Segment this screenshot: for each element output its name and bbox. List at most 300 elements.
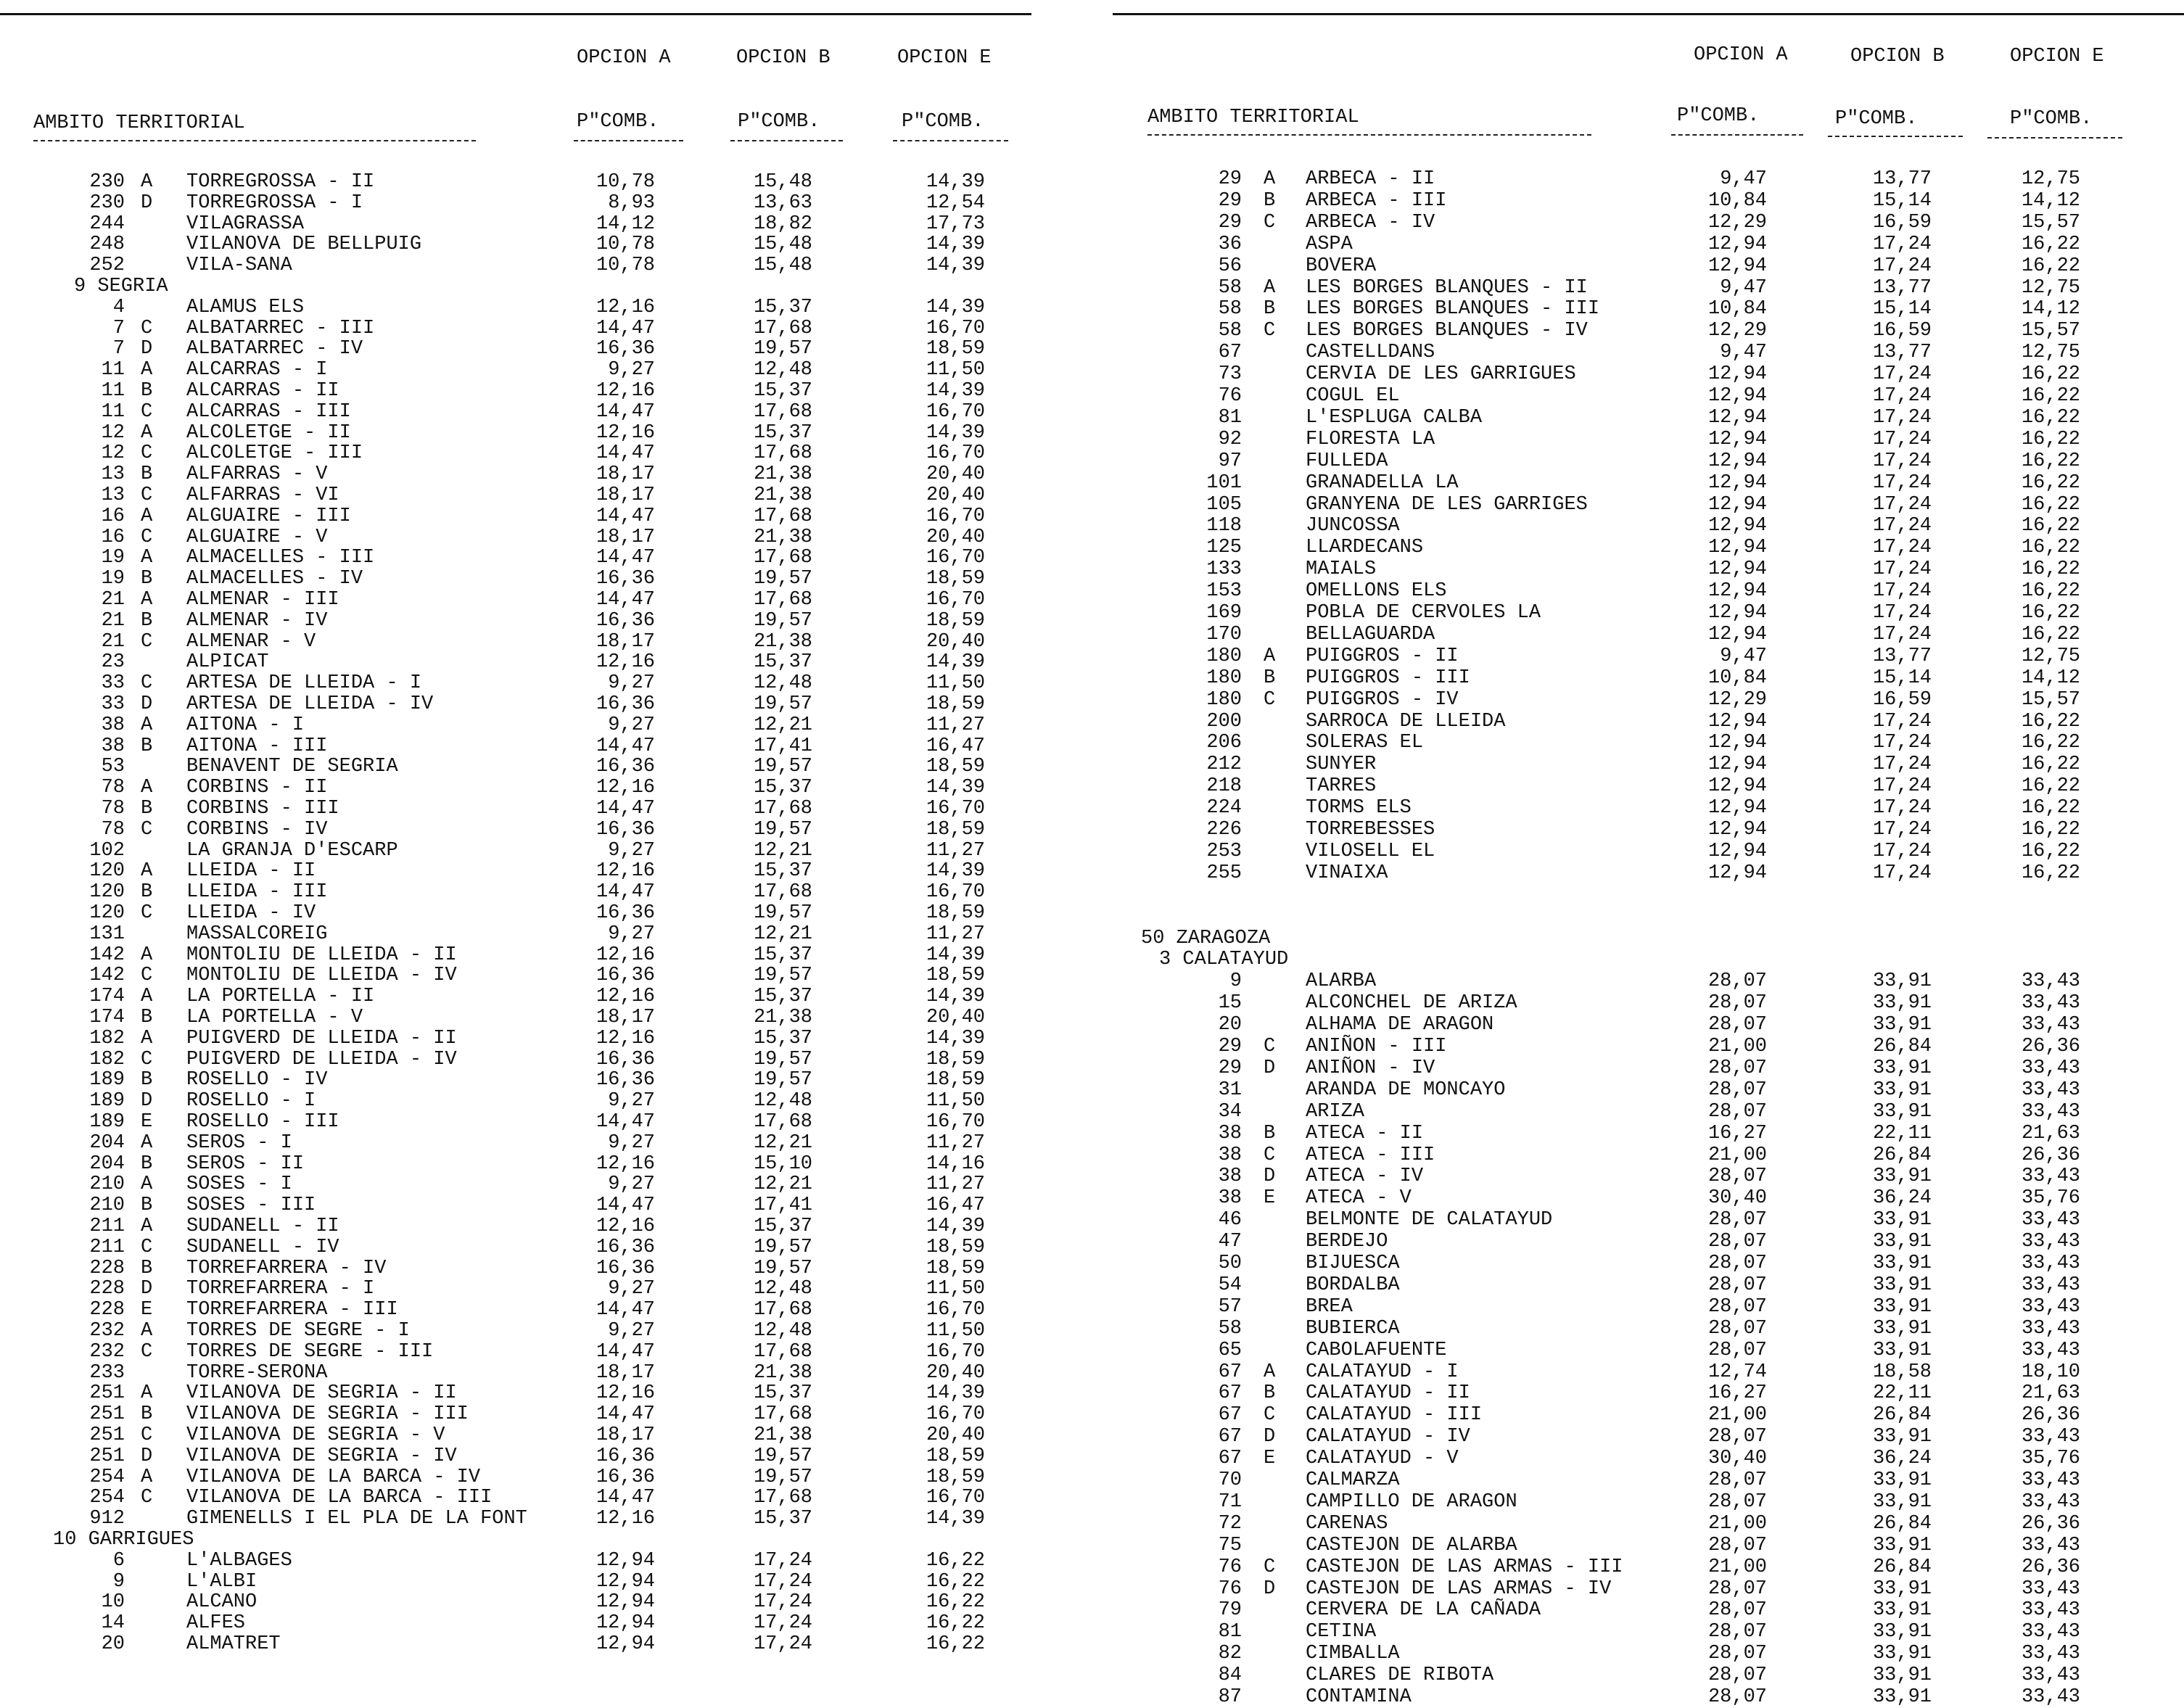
municipality-name: L'ESPLUGA CALBA — [1306, 406, 1483, 429]
value-opcion-b: 17,24 — [1872, 471, 1932, 494]
value-opcion-e: 26,36 — [2021, 1512, 2080, 1535]
header-divider — [1828, 136, 1963, 137]
value-opcion-b: 36,24 — [1872, 1448, 1932, 1470]
value-opcion-e: 21,63 — [2021, 1382, 2080, 1405]
value-opcion-a: 8,93 — [608, 191, 655, 214]
value-opcion-e: 16,22 — [926, 1633, 985, 1655]
municipality-code: 21 — [101, 609, 125, 632]
municipality-code: 92 — [1218, 428, 1242, 450]
value-opcion-b: 15,37 — [753, 1027, 812, 1049]
municipality-code: 120 — [89, 881, 125, 904]
municipality-code: 82 — [1218, 1643, 1242, 1665]
value-opcion-a: 10,84 — [1707, 298, 1767, 321]
municipality-name: CARENAS — [1306, 1512, 1388, 1535]
value-opcion-b: 21,38 — [753, 526, 812, 548]
code-suffix: C — [141, 1340, 153, 1363]
value-opcion-a: 14,47 — [596, 589, 655, 611]
table-row — [0, 754, 2184, 778]
municipality-code: 29 — [1218, 168, 1242, 190]
value-opcion-b: 17,68 — [753, 1487, 812, 1509]
municipality-code: 54 — [1218, 1274, 1242, 1296]
municipality-name: ROSELLO - III — [186, 1111, 339, 1133]
table-row — [0, 1405, 2184, 1426]
value-opcion-a: 12,94 — [1707, 602, 1767, 624]
municipality-code: 232 — [89, 1320, 125, 1342]
value-opcion-b: 12,48 — [753, 672, 812, 695]
municipality-code: 78 — [101, 777, 125, 799]
code-suffix: C — [141, 965, 153, 987]
table-row — [0, 903, 2184, 924]
table-row — [0, 1492, 2184, 1513]
value-opcion-e: 20,40 — [926, 463, 985, 486]
code-suffix: B — [141, 881, 153, 904]
municipality-name: VILA-SANA — [186, 255, 292, 277]
municipality-code: 228 — [89, 1257, 125, 1279]
value-opcion-b: 19,57 — [753, 1466, 812, 1488]
table-row — [0, 408, 2184, 429]
municipality-name: CETINA — [1306, 1621, 1377, 1643]
value-opcion-b: 17,68 — [753, 317, 812, 339]
table-row — [0, 1123, 2184, 1144]
municipality-code: 33 — [101, 672, 125, 695]
municipality-name: LLEIDA - III — [186, 881, 328, 904]
value-opcion-e: 16,22 — [2021, 406, 2080, 429]
municipality-name: TORRE-SERONA — [186, 1361, 328, 1384]
value-opcion-e: 18,59 — [926, 965, 985, 987]
value-opcion-e: 18,59 — [926, 1048, 985, 1070]
municipality-code: 218 — [1206, 775, 1242, 798]
code-suffix: E — [141, 1299, 153, 1321]
municipality-code: 230 — [89, 171, 125, 193]
municipality-name: ALAMUS ELS — [186, 296, 305, 318]
municipality-code: 12 — [101, 421, 125, 444]
value-opcion-a: 12,94 — [1707, 819, 1767, 841]
value-opcion-a: 12,94 — [596, 1549, 655, 1572]
value-opcion-a: 12,94 — [1707, 732, 1767, 754]
value-opcion-b: 17,68 — [753, 505, 812, 527]
municipality-name: CASTELLDANS — [1306, 342, 1435, 364]
value-opcion-b: 26,84 — [1872, 1036, 1932, 1057]
municipality-name: LES BORGES BLANQUES - III — [1306, 298, 1600, 321]
value-opcion-a: 9,27 — [608, 1090, 655, 1113]
value-opcion-e: 12,75 — [2021, 645, 2080, 667]
value-opcion-b: 15,37 — [753, 1382, 812, 1405]
value-opcion-e: 16,22 — [2021, 471, 2080, 494]
value-opcion-b: 15,37 — [753, 1216, 812, 1237]
municipality-code: 23 — [101, 651, 125, 674]
code-suffix: A — [1264, 645, 1276, 667]
municipality-name: TORREFARRERA - I — [186, 1278, 375, 1300]
municipality-name: PUIGGROS - II — [1306, 645, 1459, 667]
municipality-code: 11 — [101, 359, 125, 381]
code-suffix: C — [141, 1487, 153, 1509]
value-opcion-e: 16,47 — [926, 735, 985, 757]
municipality-name: L'ALBI — [186, 1570, 257, 1593]
municipality-name: ALFES — [186, 1612, 246, 1635]
value-opcion-b: 17,41 — [753, 1195, 812, 1217]
value-opcion-e: 16,70 — [926, 1340, 985, 1363]
value-opcion-b: 15,48 — [753, 171, 812, 193]
value-opcion-e: 16,22 — [2021, 840, 2080, 862]
value-opcion-e: 16,70 — [926, 589, 985, 611]
header-divider — [893, 140, 1008, 141]
value-opcion-a: 9,27 — [608, 839, 655, 862]
municipality-name: ALMENAR - IV — [186, 609, 328, 632]
value-opcion-b: 33,91 — [1872, 1166, 1932, 1188]
municipality-name: CABOLAFUENTE — [1306, 1339, 1447, 1361]
municipality-code: 210 — [89, 1195, 125, 1217]
header-pcomb-a: P"COMB. — [1677, 105, 1760, 127]
value-opcion-e: 17,73 — [926, 213, 985, 235]
municipality-name: VILANOVA DE SEGRIA - IV — [186, 1445, 457, 1467]
value-opcion-a: 16,36 — [596, 818, 655, 841]
value-opcion-a: 18,17 — [596, 1424, 655, 1446]
value-opcion-e: 16,22 — [2021, 819, 2080, 841]
value-opcion-b: 17,24 — [1872, 754, 1932, 776]
code-suffix: A — [1264, 168, 1276, 190]
municipality-name: ATECA - III — [1306, 1144, 1435, 1166]
municipality-code: 4 — [112, 296, 125, 318]
municipality-name: ATECA - V — [1306, 1187, 1412, 1210]
value-opcion-a: 12,94 — [1707, 797, 1767, 820]
municipality-code: 142 — [89, 944, 125, 966]
value-opcion-b: 33,91 — [1872, 1317, 1932, 1340]
municipality-name: ALFARRAS - VI — [186, 484, 339, 506]
code-suffix: B — [141, 609, 153, 632]
value-opcion-e: 33,43 — [2021, 1317, 2080, 1340]
value-opcion-b: 12,21 — [753, 1131, 812, 1154]
value-opcion-a: 30,40 — [1707, 1187, 1767, 1210]
municipality-code: 9 — [1229, 970, 1242, 993]
value-opcion-b: 17,24 — [1872, 406, 1932, 429]
value-opcion-a: 12,16 — [596, 860, 655, 883]
municipality-code: 58 — [1218, 298, 1242, 321]
municipality-code: 10 — [101, 1591, 125, 1614]
value-opcion-a: 28,07 — [1707, 1295, 1767, 1318]
value-opcion-b: 17,68 — [753, 400, 812, 423]
code-suffix: B — [1264, 189, 1276, 212]
municipality-code: 120 — [89, 860, 125, 883]
municipality-name: ATECA - IV — [1306, 1166, 1424, 1188]
municipality-name: ALMACELLES - III — [186, 547, 375, 569]
municipality-code: 78 — [101, 818, 125, 841]
municipality-name: PUIGVERD DE LLEIDA - IV — [186, 1048, 457, 1070]
value-opcion-b: 33,91 — [1872, 1295, 1932, 1318]
value-opcion-e: 20,40 — [926, 1361, 985, 1384]
value-opcion-e: 16,70 — [926, 1403, 985, 1426]
municipality-name: BELLAGUARDA — [1306, 623, 1435, 645]
value-opcion-e: 11,50 — [926, 1278, 985, 1300]
value-opcion-e: 33,43 — [2021, 1643, 2080, 1665]
code-suffix: A — [141, 547, 153, 569]
value-opcion-a: 28,07 — [1707, 1057, 1767, 1079]
municipality-name: CALATAYUD - V — [1306, 1448, 1459, 1470]
code-suffix: A — [141, 1216, 153, 1237]
table-row — [0, 1319, 2184, 1340]
value-opcion-e: 14,16 — [926, 1152, 985, 1175]
value-opcion-a: 12,94 — [1707, 471, 1767, 494]
value-opcion-e: 33,43 — [2021, 1664, 2080, 1687]
code-suffix: C — [1264, 1036, 1276, 1057]
value-opcion-e: 33,43 — [2021, 1426, 2080, 1448]
value-opcion-b: 19,57 — [753, 1257, 812, 1279]
value-opcion-a: 12,94 — [596, 1591, 655, 1614]
value-opcion-b: 19,57 — [753, 338, 812, 360]
municipality-name: ALGUAIRE - III — [186, 505, 351, 527]
value-opcion-b: 13,77 — [1872, 645, 1932, 667]
value-opcion-b: 19,57 — [753, 693, 812, 715]
value-opcion-a: 28,07 — [1707, 1686, 1767, 1708]
municipality-code: 11 — [101, 400, 125, 423]
table-row — [0, 776, 2184, 797]
value-opcion-b: 17,68 — [753, 442, 812, 465]
value-opcion-a: 28,07 — [1707, 1643, 1767, 1665]
municipality-code: 31 — [1218, 1078, 1242, 1101]
code-suffix: A — [1264, 276, 1276, 299]
municipality-code: 102 — [89, 839, 125, 862]
value-opcion-a: 12,16 — [596, 1382, 655, 1405]
municipality-code: 120 — [89, 902, 125, 924]
municipality-name: TORRES DE SEGRE - I — [186, 1320, 410, 1342]
value-opcion-e: 16,70 — [926, 317, 985, 339]
municipality-code: 72 — [1218, 1512, 1242, 1535]
value-opcion-e: 14,39 — [926, 944, 985, 966]
header-opcion-a: OPCION A — [1694, 44, 1788, 66]
municipality-name: CALATAYUD - II — [1306, 1382, 1470, 1405]
municipality-code: 36 — [1218, 233, 1242, 255]
value-opcion-e: 33,43 — [2021, 1686, 2080, 1708]
code-suffix: C — [141, 630, 153, 653]
value-opcion-e: 33,43 — [2021, 1274, 2080, 1296]
value-opcion-a: 14,12 — [596, 213, 655, 235]
municipality-name: ROSELLO - I — [186, 1090, 316, 1113]
value-opcion-e: 26,36 — [2021, 1556, 2080, 1578]
municipality-name: BERDEJO — [1306, 1231, 1388, 1253]
value-opcion-e: 14,39 — [926, 171, 985, 193]
municipality-name: CALATAYUD - IV — [1306, 1426, 1470, 1448]
value-opcion-a: 12,16 — [596, 986, 655, 1008]
value-opcion-e: 14,39 — [926, 986, 985, 1008]
municipality-name: AITONA - I — [186, 714, 305, 736]
value-opcion-b: 17,24 — [1872, 450, 1932, 472]
value-opcion-b: 18,82 — [753, 213, 812, 235]
table-row — [0, 191, 2184, 212]
municipality-code: 212 — [1206, 754, 1242, 776]
value-opcion-a: 28,07 — [1707, 992, 1767, 1015]
value-opcion-e: 33,43 — [2021, 1490, 2080, 1513]
value-opcion-e: 16,22 — [2021, 602, 2080, 624]
value-opcion-b: 19,57 — [753, 1236, 812, 1258]
table-row — [0, 169, 2184, 190]
municipality-code: 38 — [101, 714, 125, 736]
value-opcion-b: 16,59 — [1872, 688, 1932, 711]
value-opcion-b: 19,57 — [753, 1445, 812, 1467]
value-opcion-b: 15,10 — [753, 1152, 812, 1175]
code-suffix: E — [141, 1111, 153, 1133]
value-opcion-e: 16,47 — [926, 1195, 985, 1217]
municipality-code: 81 — [1218, 1621, 1242, 1643]
value-opcion-b: 21,38 — [753, 1007, 812, 1028]
table-row — [0, 1340, 2184, 1361]
value-opcion-a: 28,07 — [1707, 1253, 1767, 1274]
value-opcion-a: 18,17 — [596, 1007, 655, 1028]
value-opcion-b: 17,24 — [1872, 840, 1932, 862]
header-opcion-b: OPCION B — [1850, 46, 1945, 67]
value-opcion-b: 17,24 — [1872, 255, 1932, 277]
value-opcion-a: 9,27 — [608, 1278, 655, 1300]
table-row — [0, 278, 2184, 299]
value-opcion-b: 17,68 — [753, 1299, 812, 1321]
code-suffix: C — [1264, 320, 1276, 342]
value-opcion-b: 12,21 — [753, 714, 812, 736]
code-suffix: C — [141, 317, 153, 339]
municipality-code: 251 — [89, 1403, 125, 1426]
municipality-name: MONTOLIU DE LLEIDA - II — [186, 944, 457, 966]
municipality-code: 67 — [1218, 1382, 1242, 1405]
value-opcion-b: 17,24 — [753, 1591, 812, 1614]
value-opcion-a: 12,94 — [1707, 450, 1767, 472]
value-opcion-e: 12,54 — [926, 191, 985, 214]
municipality-code: 204 — [89, 1152, 125, 1175]
value-opcion-a: 28,07 — [1707, 1078, 1767, 1101]
value-opcion-a: 10,84 — [1707, 189, 1767, 212]
value-opcion-a: 12,94 — [1707, 428, 1767, 450]
value-opcion-e: 16,22 — [2021, 385, 2080, 407]
municipality-name: ALMENAR - V — [186, 630, 316, 653]
municipality-code: 19 — [101, 547, 125, 569]
municipality-code: 58 — [1218, 276, 1242, 299]
value-opcion-a: 12,16 — [596, 651, 655, 674]
municipality-name: VILANOVA DE SEGRIA - V — [186, 1424, 445, 1446]
code-suffix: C — [141, 672, 153, 695]
value-opcion-b: 12,21 — [753, 923, 812, 945]
value-opcion-b: 17,24 — [1872, 819, 1932, 841]
code-suffix: A — [141, 589, 153, 611]
municipality-name: JUNCOSSA — [1306, 515, 1400, 537]
section-heading — [0, 928, 2184, 949]
table-row — [0, 256, 2184, 277]
municipality-name: LES BORGES BLANQUES - II — [1306, 276, 1588, 299]
value-opcion-b: 13,77 — [1872, 168, 1932, 190]
municipality-name: BREA — [1306, 1295, 1353, 1318]
value-opcion-b: 17,24 — [1872, 797, 1932, 820]
municipality-name: BENAVENT DE SEGRIA — [186, 756, 398, 778]
municipality-name: CLARES DE RIBOTA — [1306, 1664, 1494, 1687]
municipality-name: GRANADELLA LA — [1306, 471, 1459, 494]
municipality-name: VILANOVA DE SEGRIA - II — [186, 1382, 457, 1405]
municipality-code: 79 — [1218, 1599, 1242, 1622]
value-opcion-e: 16,22 — [2021, 580, 2080, 603]
section-heading-label: 50 ZARAGOZA — [1141, 927, 1271, 949]
value-opcion-e: 33,43 — [2021, 970, 2080, 993]
municipality-code: 29 — [1218, 211, 1242, 234]
value-opcion-b: 17,68 — [753, 1340, 812, 1363]
table-row — [0, 1015, 2184, 1036]
table-row — [0, 516, 2184, 537]
value-opcion-e: 16,22 — [2021, 233, 2080, 255]
code-suffix: C — [141, 818, 153, 841]
value-opcion-a: 12,16 — [596, 1152, 655, 1175]
value-opcion-a: 12,94 — [1707, 363, 1767, 386]
value-opcion-b: 33,91 — [1872, 1339, 1932, 1361]
value-opcion-e: 33,43 — [2021, 1469, 2080, 1491]
municipality-code: 248 — [89, 234, 125, 256]
value-opcion-b: 17,24 — [1872, 558, 1932, 581]
municipality-name: ALGUAIRE - V — [186, 526, 328, 548]
value-opcion-a: 9,27 — [608, 1173, 655, 1196]
municipality-name: BELMONTE DE CALATAYUD — [1306, 1209, 1553, 1232]
value-opcion-b: 17,24 — [1872, 363, 1932, 386]
table-row — [0, 386, 2184, 407]
value-opcion-a: 28,07 — [1707, 1490, 1767, 1513]
value-opcion-e: 14,39 — [926, 1216, 985, 1237]
value-opcion-e: 33,43 — [2021, 1253, 2080, 1274]
value-opcion-a: 18,17 — [596, 1361, 655, 1384]
value-opcion-a: 12,16 — [596, 421, 655, 444]
municipality-code: 20 — [101, 1633, 125, 1655]
code-suffix: A — [141, 714, 153, 736]
value-opcion-e: 14,39 — [926, 421, 985, 444]
municipality-code: 232 — [89, 1340, 125, 1363]
value-opcion-e: 18,59 — [926, 693, 985, 715]
code-suffix: C — [141, 400, 153, 423]
municipality-name: SOLERAS EL — [1306, 732, 1424, 754]
value-opcion-b: 17,24 — [1872, 537, 1932, 559]
municipality-code: 206 — [1206, 732, 1242, 754]
value-opcion-e: 11,50 — [926, 1320, 985, 1342]
value-opcion-a: 14,47 — [596, 735, 655, 757]
value-opcion-e: 20,40 — [926, 1424, 985, 1446]
municipality-name: SEROS - II — [186, 1152, 305, 1175]
municipality-name: LES BORGES BLANQUES - IV — [1306, 320, 1588, 342]
municipality-code: 21 — [101, 589, 125, 611]
value-opcion-a: 12,94 — [1707, 406, 1767, 429]
table-row — [0, 1362, 2184, 1383]
value-opcion-a: 16,36 — [596, 756, 655, 778]
code-suffix: A — [141, 359, 153, 381]
value-opcion-a: 12,94 — [1707, 710, 1767, 733]
municipality-name: VILOSELL EL — [1306, 840, 1435, 862]
value-opcion-a: 9,47 — [1720, 645, 1767, 667]
code-suffix: C — [1264, 1556, 1276, 1578]
municipality-code: 38 — [1218, 1166, 1242, 1188]
municipality-code: 67 — [1218, 342, 1242, 364]
value-opcion-b: 15,48 — [753, 255, 812, 277]
value-opcion-b: 15,37 — [753, 777, 812, 799]
municipality-name: ALFARRAS - V — [186, 463, 328, 486]
value-opcion-a: 18,17 — [596, 630, 655, 653]
municipality-name: ARANDA DE MONCAYO — [1306, 1078, 1506, 1101]
value-opcion-b: 17,24 — [753, 1570, 812, 1593]
municipality-name: PUIGGROS - IV — [1306, 688, 1459, 711]
value-opcion-b: 17,24 — [1872, 428, 1932, 450]
value-opcion-a: 12,16 — [596, 296, 655, 318]
municipality-code: 53 — [101, 756, 125, 778]
value-opcion-a: 14,47 — [596, 1111, 655, 1133]
municipality-code: 58 — [1218, 320, 1242, 342]
municipality-name: VILANOVA DE SEGRIA - III — [186, 1403, 469, 1426]
municipality-name: SEROS - I — [186, 1131, 292, 1154]
value-opcion-b: 19,57 — [753, 1048, 812, 1070]
code-suffix: A — [141, 1131, 153, 1154]
section-heading — [0, 949, 2184, 970]
value-opcion-b: 15,37 — [753, 944, 812, 966]
municipality-name: MASSALCOREIG — [186, 923, 328, 945]
value-opcion-a: 9,27 — [608, 714, 655, 736]
value-opcion-b: 15,37 — [753, 651, 812, 674]
municipality-code: 252 — [89, 255, 125, 277]
table-row — [0, 321, 2184, 342]
